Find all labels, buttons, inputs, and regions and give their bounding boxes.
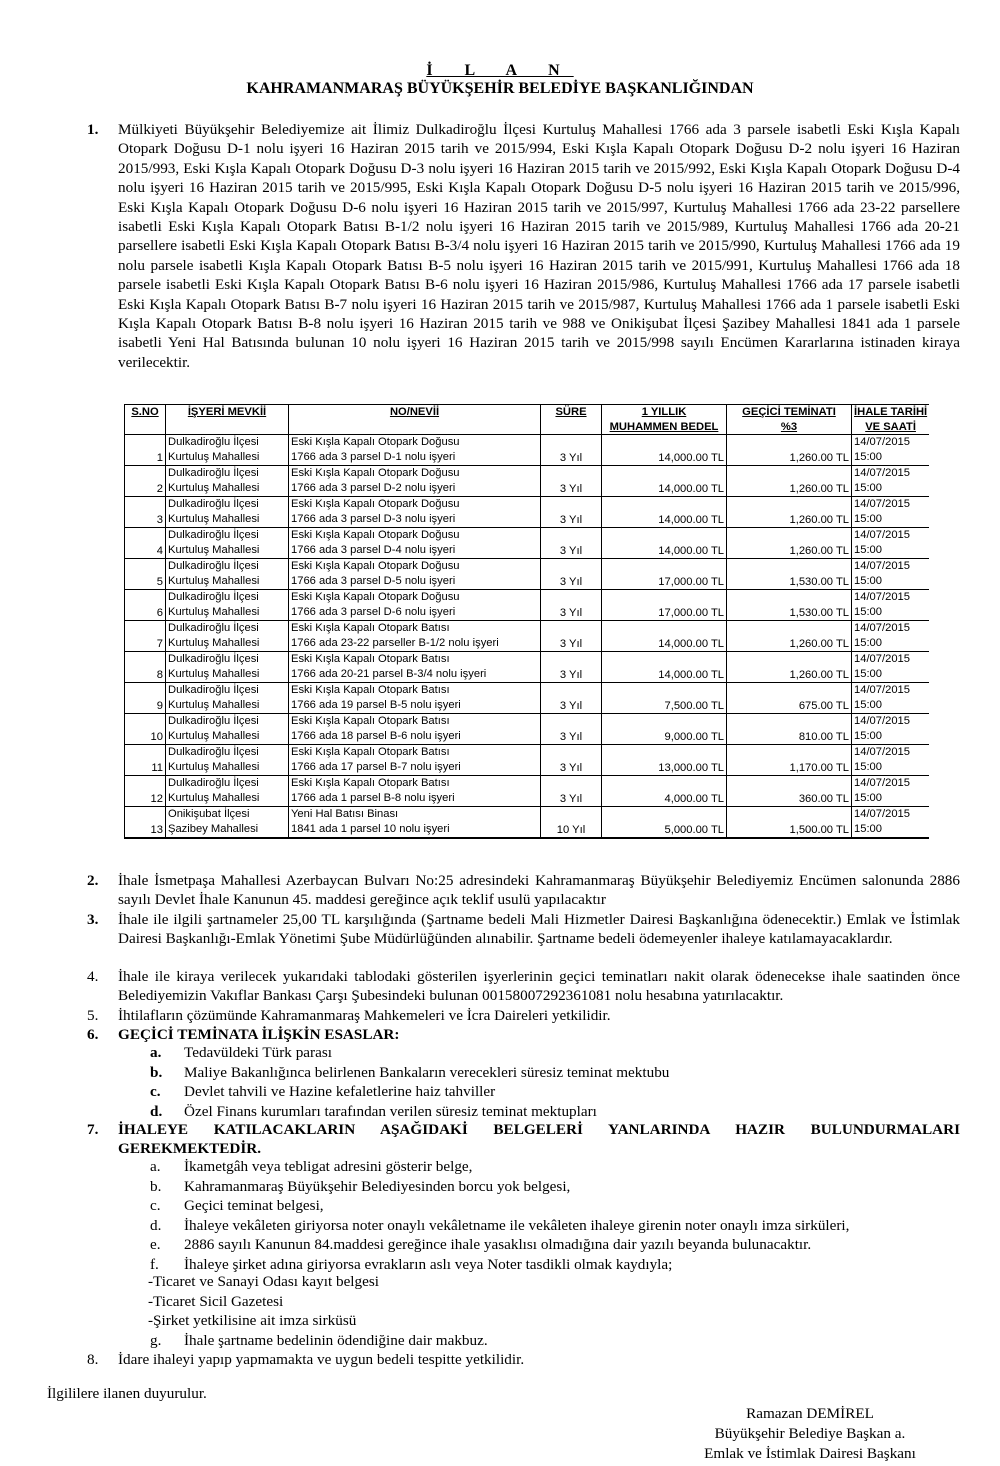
list-letter: a. xyxy=(150,1158,161,1175)
paragraph-number: 4. xyxy=(87,968,99,985)
paragraph-text: İHALEYE KATILACAKLARIN AŞAĞIDAKİ BELGELERİ YANLARINDA HAZIR BULUNDURMALARI GEREKMEKTEDİR. xyxy=(118,1121,960,1158)
ilan-title: İ L A N xyxy=(426,62,574,79)
signatory-department: Emlak ve İstimlak Dairesi Başkanı xyxy=(704,1445,916,1462)
list-text: Geçici teminat belgesi, xyxy=(184,1197,324,1214)
cell-mevki: Dulkadiroğlu İlçesi Kurtuluş Mahallesi xyxy=(166,621,289,652)
cell-nevi: Eski Kışla Kapalı Otopark Batısı 1766 ada 18 parsel B-6 nolu işyeri xyxy=(289,714,541,745)
cell-mevki: Dulkadiroğlu İlçesi Kurtuluş Mahallesi xyxy=(166,528,289,559)
cell-bedel: 14,000.00 TL xyxy=(602,528,727,559)
paragraph-2 xyxy=(87,871,960,910)
list-item xyxy=(150,1102,597,1122)
cell-no: 12 xyxy=(125,776,166,807)
cell-tarih: 14/07/2015 15:00 xyxy=(852,683,930,714)
list-letter: g. xyxy=(150,1332,162,1349)
paragraph-number: 6. xyxy=(87,1026,99,1043)
cell-mevki: Dulkadiroğlu İlçesi Kurtuluş Mahallesi xyxy=(166,497,289,528)
list-item xyxy=(150,1157,472,1177)
cell-mevki: Dulkadiroğlu İlçesi Kurtuluş Mahallesi xyxy=(166,652,289,683)
header-sure: SÜRE xyxy=(541,405,602,435)
cell-bedel: 14,000.00 TL xyxy=(602,621,727,652)
cell-no: 13 xyxy=(125,807,166,839)
cell-sure: 3 Yıl xyxy=(541,745,602,776)
cell-no: 7 xyxy=(125,621,166,652)
cell-teminat: 1,260.00 TL xyxy=(727,621,852,652)
header-tarih: İHALE TARİHİ VE SAATİ xyxy=(852,405,930,435)
table-header-row xyxy=(125,405,930,435)
table-row xyxy=(125,528,930,559)
list-item-g xyxy=(150,1331,488,1351)
cell-tarih: 14/07/2015 15:00 xyxy=(852,621,930,652)
cell-no: 10 xyxy=(125,714,166,745)
cell-bedel: 4,000.00 TL xyxy=(602,776,727,807)
cell-nevi: Eski Kışla Kapalı Otopark Doğusu 1766 ada 3 parsel D-5 nolu işyeri xyxy=(289,559,541,590)
cell-mevki: Dulkadiroğlu İlçesi Kurtuluş Mahallesi xyxy=(166,466,289,497)
rental-table xyxy=(124,404,929,839)
paragraph-8 xyxy=(87,1350,524,1370)
cell-nevi: Eski Kışla Kapalı Otopark Batısı 1766 ada 20-21 parsel B-3/4 nolu işyeri xyxy=(289,652,541,683)
cell-nevi: Eski Kışla Kapalı Otopark Doğusu 1766 ada 3 parsel D-6 nolu işyeri xyxy=(289,590,541,621)
cell-sure: 10 Yıl xyxy=(541,807,602,839)
signatory-title: Büyükşehir Belediye Başkan a. xyxy=(714,1425,906,1442)
list-letter: a. xyxy=(150,1044,162,1061)
list-letter: c. xyxy=(150,1083,161,1100)
cell-no: 6 xyxy=(125,590,166,621)
cell-sure: 3 Yıl xyxy=(541,590,602,621)
paragraph-1 xyxy=(87,120,960,372)
cell-nevi: Eski Kışla Kapalı Otopark Doğusu 1766 ada 3 parsel D-2 nolu işyeri xyxy=(289,466,541,497)
cell-sure: 3 Yıl xyxy=(541,528,602,559)
cell-no: 11 xyxy=(125,745,166,776)
list-text: 2886 sayılı Kanunun 84.maddesi gereğince ihale yasaklısı olmadığına dair yazılı beyanda bulunacaktır. xyxy=(184,1236,812,1253)
cell-mevki: Dulkadiroğlu İlçesi Kurtuluş Mahallesi xyxy=(166,683,289,714)
cell-bedel: 7,500.00 TL xyxy=(602,683,727,714)
cell-teminat: 1,260.00 TL xyxy=(727,528,852,559)
list-text: İhaleye şirket adına giriyorsa evrakların aslı veya Noter tasdikli olmak kaydıyla; xyxy=(184,1255,673,1273)
list-letter: d. xyxy=(150,1102,163,1120)
cell-teminat: 1,530.00 TL xyxy=(727,590,852,621)
paragraph-number: 2. xyxy=(87,872,99,889)
cell-bedel: 13,000.00 TL xyxy=(602,745,727,776)
cell-mevki: Dulkadiroğlu İlçesi Kurtuluş Mahallesi xyxy=(166,745,289,776)
cell-teminat: 1,530.00 TL xyxy=(727,559,852,590)
header-mevki: İŞYERİ MEVKİİ xyxy=(166,405,289,435)
cell-sure: 3 Yıl xyxy=(541,466,602,497)
cell-no: 8 xyxy=(125,652,166,683)
cell-mevki: Dulkadiroğlu İlçesi Kurtuluş Mahallesi xyxy=(166,435,289,466)
list-item xyxy=(150,1216,849,1236)
cell-bedel: 14,000.00 TL xyxy=(602,652,727,683)
list-text: İhaleye vekâleten giriyorsa noter onaylı vekâletname ile vekâleten ihaleye girenin noter onaylı imza sirküleri, xyxy=(184,1216,850,1234)
list-text: Özel Finans kurumları tarafından verilen süresiz teminat mektupları xyxy=(184,1102,597,1120)
cell-nevi: Yeni Hal Batısı Binası 1841 ada 1 parsel 10 nolu işyeri xyxy=(289,807,541,839)
list-letter: e. xyxy=(150,1236,161,1253)
cell-nevi: Eski Kışla Kapalı Otopark Doğusu 1766 ada 3 parsel D-1 nolu işyeri xyxy=(289,435,541,466)
cell-nevi: Eski Kışla Kapalı Otopark Batısı 1766 ada 23-22 parseller B-1/2 nolu işyeri xyxy=(289,621,541,652)
paragraph-number: 7. xyxy=(87,1121,99,1138)
cell-mevki: Dulkadiroğlu İlçesi Kurtuluş Mahallesi xyxy=(166,714,289,745)
list-letter: b. xyxy=(150,1063,163,1081)
paragraph-5 xyxy=(87,1006,960,1025)
cell-no: 3 xyxy=(125,497,166,528)
cell-no: 2 xyxy=(125,466,166,497)
dash-item: -Şirket yetkilisine ait imza sirküsü xyxy=(148,1312,357,1329)
list-letter: d. xyxy=(150,1216,162,1234)
list-text: Devlet tahvili ve Hazine kefaletlerine haiz tahviller xyxy=(184,1083,496,1100)
cell-sure: 3 Yıl xyxy=(541,497,602,528)
dash-item: -Ticaret ve Sanayi Odası kayıt belgesi xyxy=(148,1273,379,1290)
list-item xyxy=(150,1082,495,1102)
cell-teminat: 1,260.00 TL xyxy=(727,466,852,497)
cell-teminat: 1,500.00 TL xyxy=(727,807,852,839)
paragraph-text: İhtilafların çözümünde Kahramanmaraş Mahkemeleri ve İcra Daireleri yetkilidir. xyxy=(118,1007,611,1024)
header-teminat: GEÇİCİ TEMİNATI %3 xyxy=(727,405,852,435)
cell-tarih: 14/07/2015 15:00 xyxy=(852,807,930,839)
paragraph-number: 1. xyxy=(87,121,99,138)
table-row xyxy=(125,714,930,745)
list-letter: f. xyxy=(150,1255,159,1273)
cell-nevi: Eski Kışla Kapalı Otopark Batısı 1766 ada 17 parsel B-7 nolu işyeri xyxy=(289,745,541,776)
table-row xyxy=(125,466,930,497)
list-item xyxy=(150,1063,669,1083)
paragraph-6-heading xyxy=(87,1025,960,1044)
paragraph-text: İhale ile kiraya verilecek yukarıdaki tablodaki gösterilen işyerlerinin geçici teminatları nakit olarak ödenecekse ihale saatinden önce Belediyemizin Vakıflar Bankası Çarşı Şubesindeki bulunan 00158007292361081 nolu hesabına yatırılacaktır. xyxy=(118,968,960,1005)
cell-bedel: 5,000.00 TL xyxy=(602,807,727,839)
list-letter: b. xyxy=(150,1177,162,1195)
cell-teminat: 810.00 TL xyxy=(727,714,852,745)
cell-sure: 3 Yıl xyxy=(541,435,602,466)
organization-title: KAHRAMANMARAŞ BÜYÜKŞEHİR BELEDİYE BAŞKANLIĞINDAN xyxy=(246,80,754,97)
list-text: Maliye Bakanlığınca belirlenen Bankaların verecekleri süresiz teminat mektubu xyxy=(184,1063,670,1081)
cell-teminat: 1,170.00 TL xyxy=(727,745,852,776)
cell-tarih: 14/07/2015 15:00 xyxy=(852,776,930,807)
table-row xyxy=(125,621,930,652)
cell-sure: 3 Yıl xyxy=(541,776,602,807)
cell-sure: 3 Yıl xyxy=(541,714,602,745)
list-item xyxy=(150,1043,332,1063)
cell-bedel: 17,000.00 TL xyxy=(602,559,727,590)
header-bedel: 1 YILLIK MUHAMMEN BEDEL xyxy=(602,405,727,435)
cell-sure: 3 Yıl xyxy=(541,652,602,683)
cell-tarih: 14/07/2015 15:00 xyxy=(852,559,930,590)
cell-mevki: Onikişubat İlçesi Şazibey Mahallesi xyxy=(166,807,289,839)
cell-tarih: 14/07/2015 15:00 xyxy=(852,714,930,745)
cell-mevki: Dulkadiroğlu İlçesi Kurtuluş Mahallesi xyxy=(166,590,289,621)
paragraph-text: İhale ile ilgili şartnameler 25,00 TL karşılığında (Şartname bedeli Mali Hizmetler Dairesi Başkanlığına ödenecektir.) Emlak ve İstimlak Dairesi Başkanlığı-Emlak Yönetimi Şube Müdürlüğünden alınabilir. Şartname bedeli ödemeyenler ihaleye katılamayacaklardır. xyxy=(118,911,960,948)
cell-tarih: 14/07/2015 15:00 xyxy=(852,590,930,621)
cell-tarih: 14/07/2015 15:00 xyxy=(852,745,930,776)
cell-no: 1 xyxy=(125,435,166,466)
cell-tarih: 14/07/2015 15:00 xyxy=(852,466,930,497)
cell-nevi: Eski Kışla Kapalı Otopark Doğusu 1766 ada 3 parsel D-4 nolu işyeri xyxy=(289,528,541,559)
cell-bedel: 14,000.00 TL xyxy=(602,435,727,466)
paragraph-number: 8. xyxy=(87,1351,99,1368)
cell-tarih: 14/07/2015 15:00 xyxy=(852,528,930,559)
list-item xyxy=(150,1235,811,1255)
cell-tarih: 14/07/2015 15:00 xyxy=(852,652,930,683)
cell-mevki: Dulkadiroğlu İlçesi Kurtuluş Mahallesi xyxy=(166,559,289,590)
list-text: İkametgâh veya tebligat adresini gösterir belge, xyxy=(184,1158,473,1175)
cell-tarih: 14/07/2015 15:00 xyxy=(852,497,930,528)
paragraph-text: İhale İsmetpaşa Mahallesi Azerbaycan Bulvarı No:25 adresindeki Kahramanmaraş Büyükşehir Belediyemiz Encümen salonunda 2886 sayılı Devlet İhale Kanunun 45. maddesi gereğince açık teklif usulü yapılacaktır xyxy=(118,872,960,909)
list-item xyxy=(150,1255,672,1275)
table-row xyxy=(125,745,930,776)
header-no: S.NO xyxy=(125,405,166,435)
list-item xyxy=(150,1196,324,1216)
paragraph-number: 3. xyxy=(87,911,99,928)
table-row xyxy=(125,497,930,528)
list-letter: c. xyxy=(150,1197,161,1214)
cell-sure: 3 Yıl xyxy=(541,559,602,590)
header-nevi: NO/NEVİİ xyxy=(289,405,541,435)
list-text: Tedavüldeki Türk parası xyxy=(184,1044,332,1061)
paragraph-text: GEÇİCİ TEMİNATA İLİŞKİN ESASLAR: xyxy=(118,1026,400,1043)
cell-teminat: 360.00 TL xyxy=(727,776,852,807)
table-row xyxy=(125,435,930,466)
cell-nevi: Eski Kışla Kapalı Otopark Batısı 1766 ada 19 parsel B-5 nolu işyeri xyxy=(289,683,541,714)
closing-text: İlgililere ilanen duyurulur. xyxy=(47,1385,207,1402)
cell-teminat: 1,260.00 TL xyxy=(727,435,852,466)
table-row xyxy=(125,807,930,839)
cell-teminat: 1,260.00 TL xyxy=(727,497,852,528)
table-row xyxy=(125,776,930,807)
table-row xyxy=(125,590,930,621)
paragraph-3 xyxy=(87,910,960,949)
cell-no: 4 xyxy=(125,528,166,559)
list-item xyxy=(150,1177,570,1197)
list-text: Kahramanmaraş Büyükşehir Belediyesinden borcu yok belgesi, xyxy=(184,1177,571,1195)
cell-bedel: 14,000.00 TL xyxy=(602,497,727,528)
cell-nevi: Eski Kışla Kapalı Otopark Batısı 1766 ada 1 parsel B-8 nolu işyeri xyxy=(289,776,541,807)
dash-item: -Ticaret Sicil Gazetesi xyxy=(148,1293,284,1310)
cell-no: 5 xyxy=(125,559,166,590)
cell-bedel: 9,000.00 TL xyxy=(602,714,727,745)
cell-bedel: 14,000.00 TL xyxy=(602,466,727,497)
cell-tarih: 14/07/2015 15:00 xyxy=(852,435,930,466)
signature-block xyxy=(640,1404,980,1464)
cell-sure: 3 Yıl xyxy=(541,621,602,652)
cell-bedel: 17,000.00 TL xyxy=(602,590,727,621)
paragraph-text: İdare ihaleyi yapıp yapmamakta ve uygun bedeli tespitte yetkilidir. xyxy=(118,1351,525,1368)
cell-teminat: 675.00 TL xyxy=(727,683,852,714)
cell-mevki: Dulkadiroğlu İlçesi Kurtuluş Mahallesi xyxy=(166,776,289,807)
cell-sure: 3 Yıl xyxy=(541,683,602,714)
table-row xyxy=(125,652,930,683)
table-row xyxy=(125,683,930,714)
paragraph-7-heading xyxy=(87,1120,960,1159)
table-row xyxy=(125,559,930,590)
cell-teminat: 1,260.00 TL xyxy=(727,652,852,683)
signatory-name: Ramazan DEMİREL xyxy=(746,1405,874,1422)
paragraph-number: 5. xyxy=(87,1007,99,1024)
cell-nevi: Eski Kışla Kapalı Otopark Doğusu 1766 ada 3 parsel D-3 nolu işyeri xyxy=(289,497,541,528)
list-text: İhale şartname bedelinin ödendiğine dair makbuz. xyxy=(184,1332,488,1349)
cell-no: 9 xyxy=(125,683,166,714)
paragraph-4 xyxy=(87,967,960,1006)
paragraph-text: Mülkiyeti Büyükşehir Belediyemize ait İlimiz Dulkadiroğlu İlçesi Kurtuluş Mahallesi 1766 ada 3 parsele isabetli Eski Kışla Kapalı Otopark Doğusu D-1 nolu işyeri 16 Haziran 2015 tarih ve 2015/994, Eski Kışla Kapalı Otopark Doğusu D-2 nolu işyeri 16 Haziran 2015/993, Eski Kışla Kapalı Otopark Doğusu D-3 nolu işyeri 16 Haziran 2015 tarih ve 2015/992, Eski Kışla Kapalı Otopark Doğusu D-4 nolu işyeri 16 Haziran 2015 tarih ve 2015/995, Eski Kışla Kapalı Otopark Doğusu D-5 nolu işyeri 16 Haziran 2015 tarih ve 2015/996, Eski Kışla Kapalı Otopark Doğusu D-6 nolu işyeri 16 Haziran 2015 tarih ve 2015/997, Kurtuluş Mahallesi 1766 ada 23-22 parsellere isabetli Eski Kışla Kapalı Otopark Batısı B-1/2 nolu işyeri 16 Haziran 2015 tarih ve 2015/989, Kurtuluş Mahallesi 1766 ada 20-21 parsellere isabetli Eski Kışla Kapalı Otopark Batısı B-3/4 nolu işyeri 16 Haziran 2015 tarih ve 2015/990, Kurtuluş Mahallesi 1766 ada 19 nolu parsele isabetli Kışla Kapalı Otopark Batısı B-5 nolu işyeri 16 Haziran 2015 tarih ve 2015/991, Kurtuluş Mahallesi 1766 ada 18 parsele isabetli Eski Kışla Kapalı Otopark Batısı B-6 nolu işyeri 16 Haziran 2015/986, Kurtuluş Mahallesi 1766 ada 17 parsele isabetli Eski Kışla Kapalı Otopark Batısı B-7 nolu işyeri 16 Haziran 2015 tarih ve 2015/987, Kurtuluş Mahallesi 1766 ada 1 parsele isabetli Eski Kışla Kapalı Otopark Batısı B-8 nolu işyeri 16 Haziran 2015 tarih ve 988 ve Onikişubat İlçesi Şazibey Mahallesi 1841 ada 1 parsele isabetli Yeni Hal Batısında bulunan 10 nolu işyeri 16 Haziran 2015 tarih ve 2015/998 sayılı Encümen Kararlarına istinaden kiraya verilecektir. xyxy=(118,121,960,371)
